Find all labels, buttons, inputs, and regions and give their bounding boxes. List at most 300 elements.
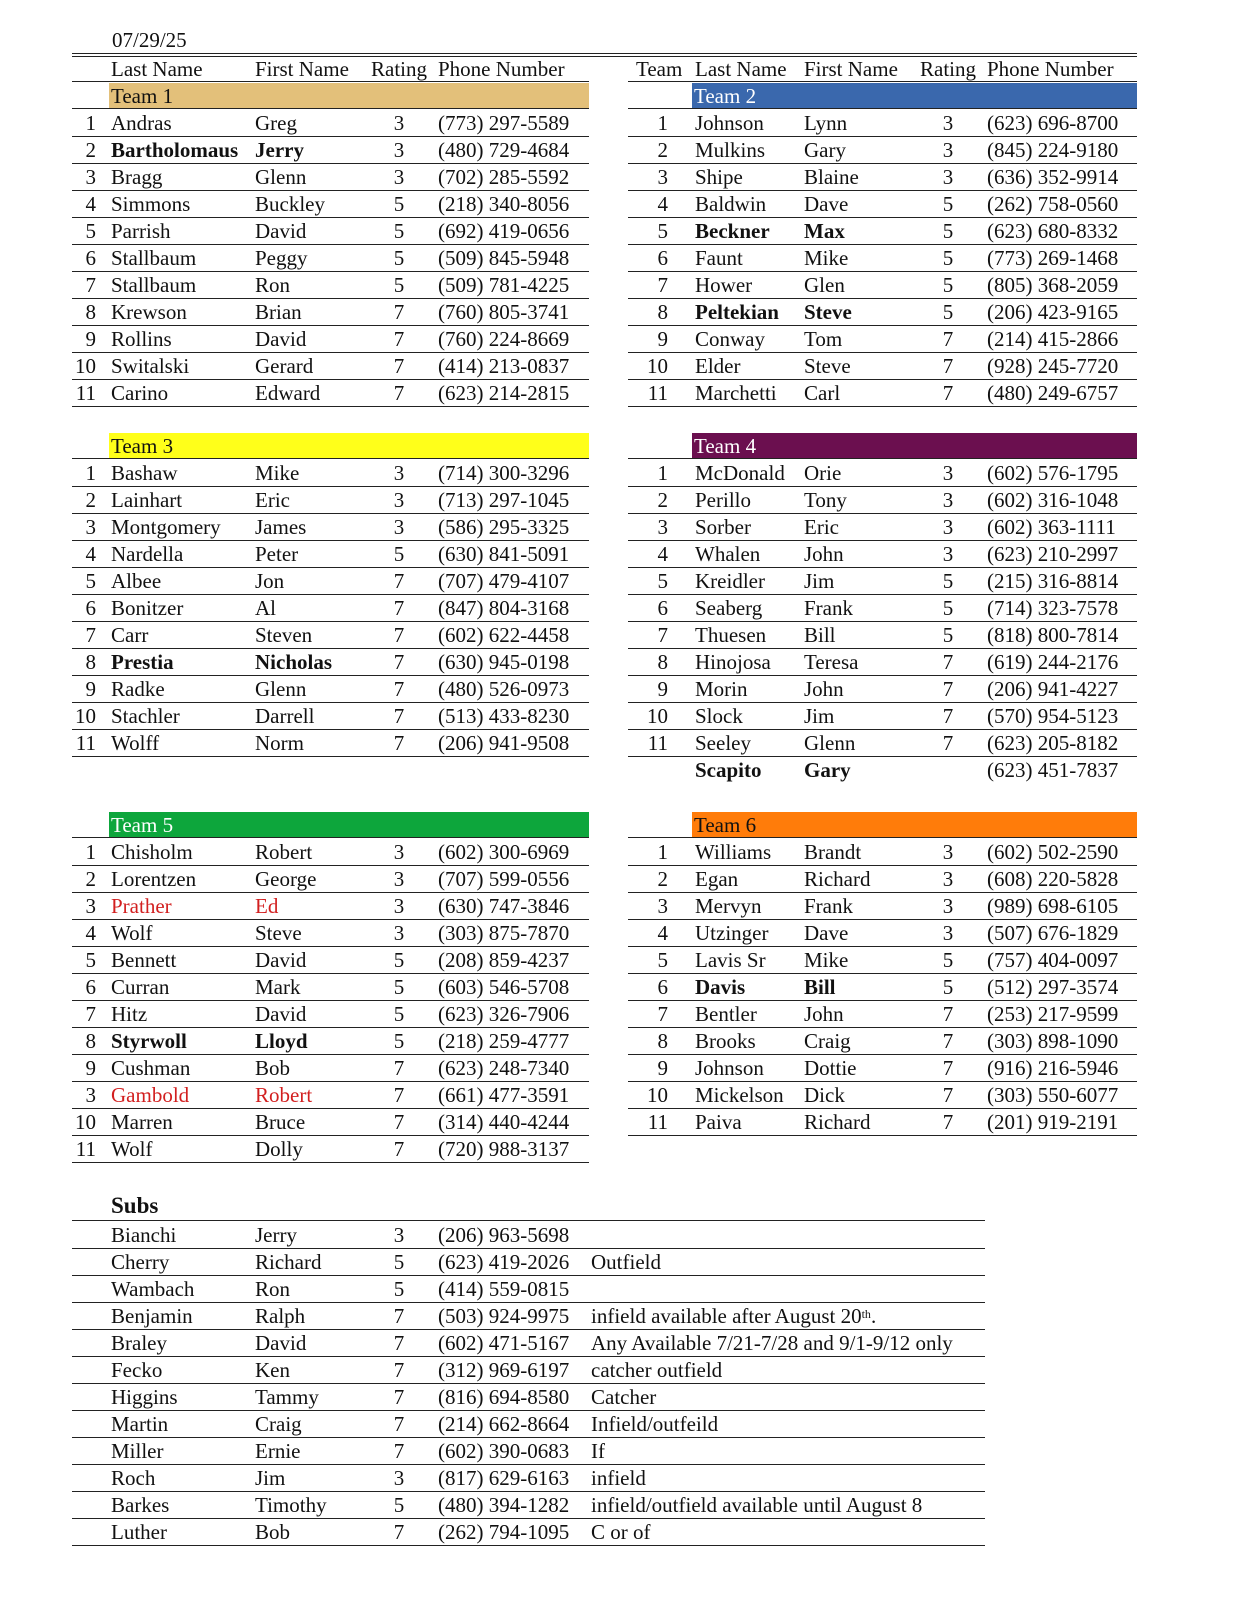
player-last-name: McDonald — [695, 461, 785, 485]
sub-rating: 7 — [393, 1439, 405, 1463]
player-last-name: Prestia — [111, 650, 174, 674]
player-number: 6 — [85, 975, 96, 999]
player-rating: 5 — [393, 975, 405, 999]
sub-note-text: infield — [591, 1466, 646, 1490]
player-first-name: Glenn — [804, 731, 856, 755]
player-first-name: Buckley — [255, 192, 325, 216]
header-top-rule — [72, 53, 1137, 54]
player-number: 4 — [85, 192, 96, 216]
player-number: 10 — [647, 1083, 668, 1107]
player-phone: (414) 213-0837 — [438, 354, 570, 378]
player-number: 2 — [657, 138, 668, 162]
sub-phone: (817) 629-6163 — [438, 1466, 570, 1490]
player-phone: (928) 245-7720 — [987, 354, 1119, 378]
sub-first-name: David — [255, 1331, 307, 1355]
player-last-name: Simmons — [111, 192, 191, 216]
player-last-name: Lainhart — [111, 488, 183, 512]
player-first-name: Norm — [255, 731, 304, 755]
sub-rating: 7 — [393, 1520, 405, 1544]
player-first-name: David — [255, 219, 307, 243]
sub-rating: 3 — [393, 1223, 405, 1247]
player-phone: (262) 758-0560 — [987, 192, 1119, 216]
player-first-name: Blaine — [804, 165, 859, 189]
player-number: 9 — [657, 1056, 668, 1080]
player-first-name: Lloyd — [255, 1029, 308, 1053]
player-first-name: Lynn — [804, 111, 848, 135]
player-last-name: Bartholomaus — [111, 138, 239, 162]
player-phone: (805) 368-2059 — [987, 273, 1119, 297]
player-number: 11 — [647, 731, 668, 755]
player-number: 2 — [85, 488, 96, 512]
sub-rating: 3 — [393, 1466, 405, 1490]
player-number: 5 — [85, 948, 96, 972]
player-last-name: Mickelson — [695, 1083, 784, 1107]
player-rating: 3 — [393, 488, 405, 512]
player-first-name: Jim — [804, 569, 835, 593]
sub-phone: (262) 794-1095 — [438, 1520, 570, 1544]
header-first-name: First Name — [255, 57, 349, 81]
player-phone: (630) 841-5091 — [438, 542, 570, 566]
player-first-name: Steven — [255, 623, 313, 647]
player-number: 8 — [657, 650, 668, 674]
sub-note — [591, 1357, 722, 1383]
player-number: 9 — [85, 1056, 96, 1080]
header-phone-right: Phone Number — [987, 57, 1114, 81]
player-first-name: Dolly — [255, 1137, 303, 1161]
player-rating: 5 — [393, 273, 405, 297]
player-rating: 7 — [393, 1137, 405, 1161]
player-phone: (845) 224-9180 — [987, 138, 1119, 162]
player-rating: 5 — [942, 948, 954, 972]
sub-note — [591, 1384, 656, 1410]
player-first-name: Peggy — [255, 246, 308, 270]
player-number: 6 — [85, 246, 96, 270]
player-first-name: Nicholas — [255, 650, 333, 674]
team-header-bar: Team 1 — [109, 83, 589, 108]
player-rating: 7 — [393, 1056, 405, 1080]
player-rating: 7 — [942, 704, 954, 728]
player-phone: (714) 323-7578 — [987, 596, 1119, 620]
sub-note-suffix: . — [870, 1304, 877, 1328]
player-rating: 7 — [942, 650, 954, 674]
player-rating: 5 — [393, 192, 405, 216]
sub-phone: (206) 963-5698 — [438, 1223, 570, 1247]
player-first-name: Glen — [804, 273, 845, 297]
header-team: Team — [636, 57, 683, 81]
player-number: 9 — [657, 327, 668, 351]
player-phone: (507) 676-1829 — [987, 921, 1119, 945]
player-last-name: Johnson — [695, 111, 764, 135]
player-rating: 5 — [393, 1002, 405, 1026]
sub-note-text: Outfield — [591, 1250, 661, 1274]
player-last-name: Mervyn — [695, 894, 762, 918]
player-rating: 5 — [942, 273, 954, 297]
player-number: 2 — [657, 488, 668, 512]
sub-note — [591, 1411, 718, 1437]
player-rating: 3 — [393, 111, 405, 135]
player-first-name: Jon — [255, 569, 285, 593]
team-header-rule — [628, 458, 1137, 459]
header-top-rule-2 — [72, 56, 1137, 57]
sub-note-text: infield available after August 20 — [591, 1304, 862, 1328]
player-rating: 5 — [942, 569, 954, 593]
player-phone: (623) 248-7340 — [438, 1056, 570, 1080]
sub-phone: (816) 694-8580 — [438, 1385, 570, 1409]
player-first-name: David — [255, 948, 307, 972]
player-first-name: David — [255, 1002, 307, 1026]
row-rule — [628, 406, 1137, 407]
row-rule — [72, 1162, 589, 1163]
player-number: 7 — [657, 273, 668, 297]
player-phone: (760) 224-8669 — [438, 327, 570, 351]
sub-rating: 7 — [393, 1358, 405, 1382]
player-rating: 7 — [942, 381, 954, 405]
player-rating: 3 — [393, 165, 405, 189]
sub-first-name: Richard — [255, 1250, 322, 1274]
player-number: 2 — [85, 138, 96, 162]
player-phone: (480) 249-6757 — [987, 381, 1119, 405]
player-number: 3 — [85, 1083, 96, 1107]
player-phone: (570) 954-5123 — [987, 704, 1119, 728]
sub-note — [591, 1519, 651, 1545]
player-number: 3 — [657, 515, 668, 539]
player-number: 8 — [85, 1029, 96, 1053]
player-number: 5 — [657, 948, 668, 972]
player-phone: (303) 550-6077 — [987, 1083, 1119, 1107]
player-phone: (208) 859-4237 — [438, 948, 570, 972]
player-first-name: John — [804, 542, 844, 566]
player-rating: 5 — [942, 596, 954, 620]
player-rating: 3 — [393, 138, 405, 162]
player-number: 1 — [85, 840, 96, 864]
player-rating: 7 — [942, 677, 954, 701]
sub-rating: 7 — [393, 1304, 405, 1328]
player-rating: 7 — [393, 381, 405, 405]
header-last-name-right: Last Name — [695, 57, 787, 81]
player-phone: (602) 363-1111 — [987, 515, 1116, 539]
player-first-name: Steve — [804, 354, 851, 378]
player-last-name: Sorber — [695, 515, 751, 539]
player-first-name: Eric — [255, 488, 290, 512]
sub-note-text: Catcher — [591, 1385, 657, 1409]
player-last-name: Bashaw — [111, 461, 178, 485]
player-last-name: Rollins — [111, 327, 172, 351]
player-number: 11 — [647, 1110, 668, 1134]
player-first-name: Brandt — [804, 840, 862, 864]
player-number: 4 — [85, 542, 96, 566]
header-rating: Rating — [371, 57, 427, 81]
sub-first-name: Jim — [255, 1466, 286, 1490]
player-rating: 7 — [393, 300, 405, 324]
player-phone: (602) 300-6969 — [438, 840, 570, 864]
team-header-rule — [72, 837, 589, 838]
team-header-bar: Team 4 — [692, 433, 1137, 458]
sub-note-superscript: th — [861, 1307, 871, 1321]
player-number: 10 — [647, 354, 668, 378]
player-first-name: Carl — [804, 381, 841, 405]
player-rating: 5 — [393, 542, 405, 566]
player-rating: 3 — [942, 461, 954, 485]
team-header-rule — [628, 108, 1137, 109]
player-number: 6 — [657, 246, 668, 270]
player-last-name: Williams — [695, 840, 772, 864]
player-rating: 7 — [393, 327, 405, 351]
player-rating: 5 — [942, 623, 954, 647]
player-first-name: Frank — [804, 894, 853, 918]
player-number: 4 — [657, 542, 668, 566]
sub-rating: 5 — [393, 1277, 405, 1301]
player-phone: (303) 898-1090 — [987, 1029, 1119, 1053]
player-phone: (218) 259-4777 — [438, 1029, 570, 1053]
player-first-name: Teresa — [804, 650, 859, 674]
player-phone: (714) 300-3296 — [438, 461, 570, 485]
player-number: 9 — [657, 677, 668, 701]
sub-rating: 7 — [393, 1385, 405, 1409]
sub-first-name: Ron — [255, 1277, 291, 1301]
player-last-name: Curran — [111, 975, 170, 999]
player-last-name: Elder — [695, 354, 741, 378]
player-rating: 3 — [393, 515, 405, 539]
player-first-name: Dave — [804, 921, 849, 945]
player-last-name: Stachler — [111, 704, 180, 728]
player-phone: (623) 214-2815 — [438, 381, 570, 405]
player-number: 3 — [85, 515, 96, 539]
player-first-name: Bruce — [255, 1110, 306, 1134]
sub-phone: (312) 969-6197 — [438, 1358, 570, 1382]
player-phone: (206) 941-4227 — [987, 677, 1119, 701]
player-first-name: Frank — [804, 596, 853, 620]
player-number: 11 — [647, 381, 668, 405]
player-first-name: Dave — [804, 192, 849, 216]
sub-last-name: Miller — [111, 1439, 164, 1463]
player-last-name: Mulkins — [695, 138, 766, 162]
player-phone: (214) 415-2866 — [987, 327, 1119, 351]
player-number: 1 — [85, 111, 96, 135]
player-number: 7 — [657, 623, 668, 647]
player-number: 4 — [657, 921, 668, 945]
player-first-name: Eric — [804, 515, 839, 539]
player-rating: 7 — [393, 1083, 405, 1107]
player-rating: 3 — [942, 867, 954, 891]
player-number: 8 — [657, 1029, 668, 1053]
player-rating: 7 — [942, 327, 954, 351]
sub-last-name: Martin — [111, 1412, 169, 1436]
sub-phone: (214) 662-8664 — [438, 1412, 570, 1436]
player-first-name: Peter — [255, 542, 299, 566]
player-last-name: Egan — [695, 867, 739, 891]
roster-date: 07/29/25 — [112, 28, 187, 52]
player-number: 7 — [657, 1002, 668, 1026]
player-last-name: Andras — [111, 111, 172, 135]
subs-header-rule — [72, 1220, 985, 1221]
sub-first-name: Jerry — [255, 1223, 297, 1247]
player-last-name: Bentler — [695, 1002, 757, 1026]
player-last-name: Baldwin — [695, 192, 767, 216]
player-rating: 5 — [393, 1029, 405, 1053]
player-rating: 3 — [942, 894, 954, 918]
sub-note-text: If — [591, 1439, 605, 1463]
player-last-name: Beckner — [695, 219, 770, 243]
player-rating: 3 — [942, 515, 954, 539]
sub-last-name: Braley — [111, 1331, 167, 1355]
player-first-name: Max — [804, 219, 845, 243]
player-phone: (630) 747-3846 — [438, 894, 570, 918]
player-phone: (623) 680-8332 — [987, 219, 1119, 243]
player-number: 1 — [85, 461, 96, 485]
sub-rating: 7 — [393, 1412, 405, 1436]
player-number: 7 — [85, 623, 96, 647]
player-rating: 5 — [393, 948, 405, 972]
sub-note — [591, 1438, 605, 1464]
player-last-name: Whalen — [695, 542, 761, 566]
player-phone: (586) 295-3325 — [438, 515, 570, 539]
player-rating: 7 — [393, 623, 405, 647]
header-rating-right: Rating — [920, 57, 976, 81]
sub-note-text: infield/outfield available until August 8 — [591, 1493, 923, 1517]
player-phone: (818) 800-7814 — [987, 623, 1119, 647]
team-header-bar: Team 6 — [692, 812, 1137, 837]
player-first-name: Dick — [804, 1083, 845, 1107]
player-phone: (619) 244-2176 — [987, 650, 1119, 674]
player-phone: (989) 698-6105 — [987, 894, 1119, 918]
player-first-name: John — [804, 677, 844, 701]
player-first-name: Robert — [255, 840, 313, 864]
player-last-name: Paiva — [695, 1110, 742, 1134]
player-rating: 5 — [942, 975, 954, 999]
player-rating: 5 — [942, 219, 954, 243]
player-last-name: Utzinger — [695, 921, 769, 945]
player-first-name: Al — [255, 596, 276, 620]
player-first-name: Jerry — [255, 138, 304, 162]
header-last-name: Last Name — [111, 57, 203, 81]
player-last-name: Hower — [695, 273, 753, 297]
player-first-name: Gary — [804, 758, 851, 782]
sub-last-name: Roch — [111, 1466, 156, 1490]
player-last-name: Wolff — [111, 731, 160, 755]
player-phone: (215) 316-8814 — [987, 569, 1119, 593]
player-first-name: Robert — [255, 1083, 313, 1107]
player-phone: (623) 205-8182 — [987, 731, 1119, 755]
player-number: 6 — [657, 596, 668, 620]
player-first-name: Gary — [804, 138, 846, 162]
player-last-name: Styrwoll — [111, 1029, 187, 1053]
sub-note-text: catcher outfield — [591, 1358, 723, 1382]
team-header-bar: Team 3 — [109, 433, 589, 458]
sub-note — [591, 1492, 922, 1518]
player-phone: (713) 297-1045 — [438, 488, 570, 512]
player-rating: 7 — [393, 1110, 405, 1134]
player-last-name: Brooks — [695, 1029, 756, 1053]
player-first-name: Bill — [804, 623, 836, 647]
player-last-name: Krewson — [111, 300, 187, 324]
player-phone: (773) 269-1468 — [987, 246, 1119, 270]
player-rating: 3 — [942, 921, 954, 945]
sub-first-name: Bob — [255, 1520, 291, 1544]
player-number: 11 — [75, 731, 96, 755]
sub-phone: (602) 471-5167 — [438, 1331, 570, 1355]
player-last-name: Hitz — [111, 1002, 148, 1026]
player-number: 3 — [657, 165, 668, 189]
team-header-bar: Team 2 — [692, 83, 1137, 108]
player-phone: (720) 988-3137 — [438, 1137, 570, 1161]
player-first-name: Steve — [255, 921, 302, 945]
player-last-name: Lorentzen — [111, 867, 197, 891]
player-rating: 3 — [393, 461, 405, 485]
player-phone: (602) 502-2590 — [987, 840, 1119, 864]
player-last-name: Shipe — [695, 165, 743, 189]
player-last-name: Albee — [111, 569, 162, 593]
player-number: 7 — [85, 273, 96, 297]
player-number: 3 — [657, 894, 668, 918]
player-last-name: Carino — [111, 381, 169, 405]
player-phone: (707) 479-4107 — [438, 569, 570, 593]
player-first-name: Greg — [255, 111, 297, 135]
player-phone: (707) 599-0556 — [438, 867, 570, 891]
player-first-name: Mike — [804, 246, 849, 270]
player-phone: (773) 297-5589 — [438, 111, 570, 135]
sub-note-text: C or of — [591, 1520, 651, 1544]
player-last-name: Marchetti — [695, 381, 777, 405]
player-last-name: Hinojosa — [695, 650, 771, 674]
player-first-name: John — [804, 1002, 844, 1026]
player-first-name: Ron — [255, 273, 291, 297]
player-number: 2 — [85, 867, 96, 891]
player-phone: (253) 217-9599 — [987, 1002, 1119, 1026]
subs-title: Subs — [111, 1193, 159, 1218]
player-rating: 7 — [393, 650, 405, 674]
player-number — [638, 757, 668, 783]
player-last-name: Peltekian — [695, 300, 779, 324]
player-first-name: Brian — [255, 300, 302, 324]
sub-note — [591, 1249, 661, 1275]
player-rating: 3 — [393, 867, 405, 891]
player-number: 1 — [657, 461, 668, 485]
player-first-name: Mark — [255, 975, 301, 999]
player-number: 6 — [657, 975, 668, 999]
player-number: 6 — [85, 596, 96, 620]
sub-last-name: Fecko — [111, 1358, 163, 1382]
player-number: 10 — [75, 1110, 96, 1134]
player-rating: 5 — [942, 300, 954, 324]
sub-note — [591, 1330, 953, 1356]
player-phone: (480) 526-0973 — [438, 677, 570, 701]
player-number: 7 — [85, 1002, 96, 1026]
player-phone: (512) 297-3574 — [987, 975, 1119, 999]
sub-phone: (623) 419-2026 — [438, 1250, 570, 1274]
sub-phone: (414) 559-0815 — [438, 1277, 570, 1301]
player-phone: (630) 945-0198 — [438, 650, 570, 674]
player-number: 3 — [85, 894, 96, 918]
player-rating: 3 — [393, 921, 405, 945]
player-phone: (509) 845-5948 — [438, 246, 570, 270]
player-last-name: Davis — [695, 975, 746, 999]
player-rating: 3 — [942, 840, 954, 864]
sub-first-name: Timothy — [255, 1493, 327, 1517]
player-number: 1 — [657, 840, 668, 864]
sub-phone: (602) 390-0683 — [438, 1439, 570, 1463]
player-rating: 7 — [393, 731, 405, 755]
player-rating: 3 — [942, 165, 954, 189]
player-first-name: Mike — [804, 948, 849, 972]
player-first-name: Dottie — [804, 1056, 857, 1080]
player-rating: 7 — [393, 677, 405, 701]
player-last-name: Nardella — [111, 542, 184, 566]
player-phone: (206) 941-9508 — [438, 731, 570, 755]
sub-first-name: Ernie — [255, 1439, 301, 1463]
player-number: 8 — [657, 300, 668, 324]
sub-last-name: Bianchi — [111, 1223, 177, 1247]
player-phone: (314) 440-4244 — [438, 1110, 570, 1134]
